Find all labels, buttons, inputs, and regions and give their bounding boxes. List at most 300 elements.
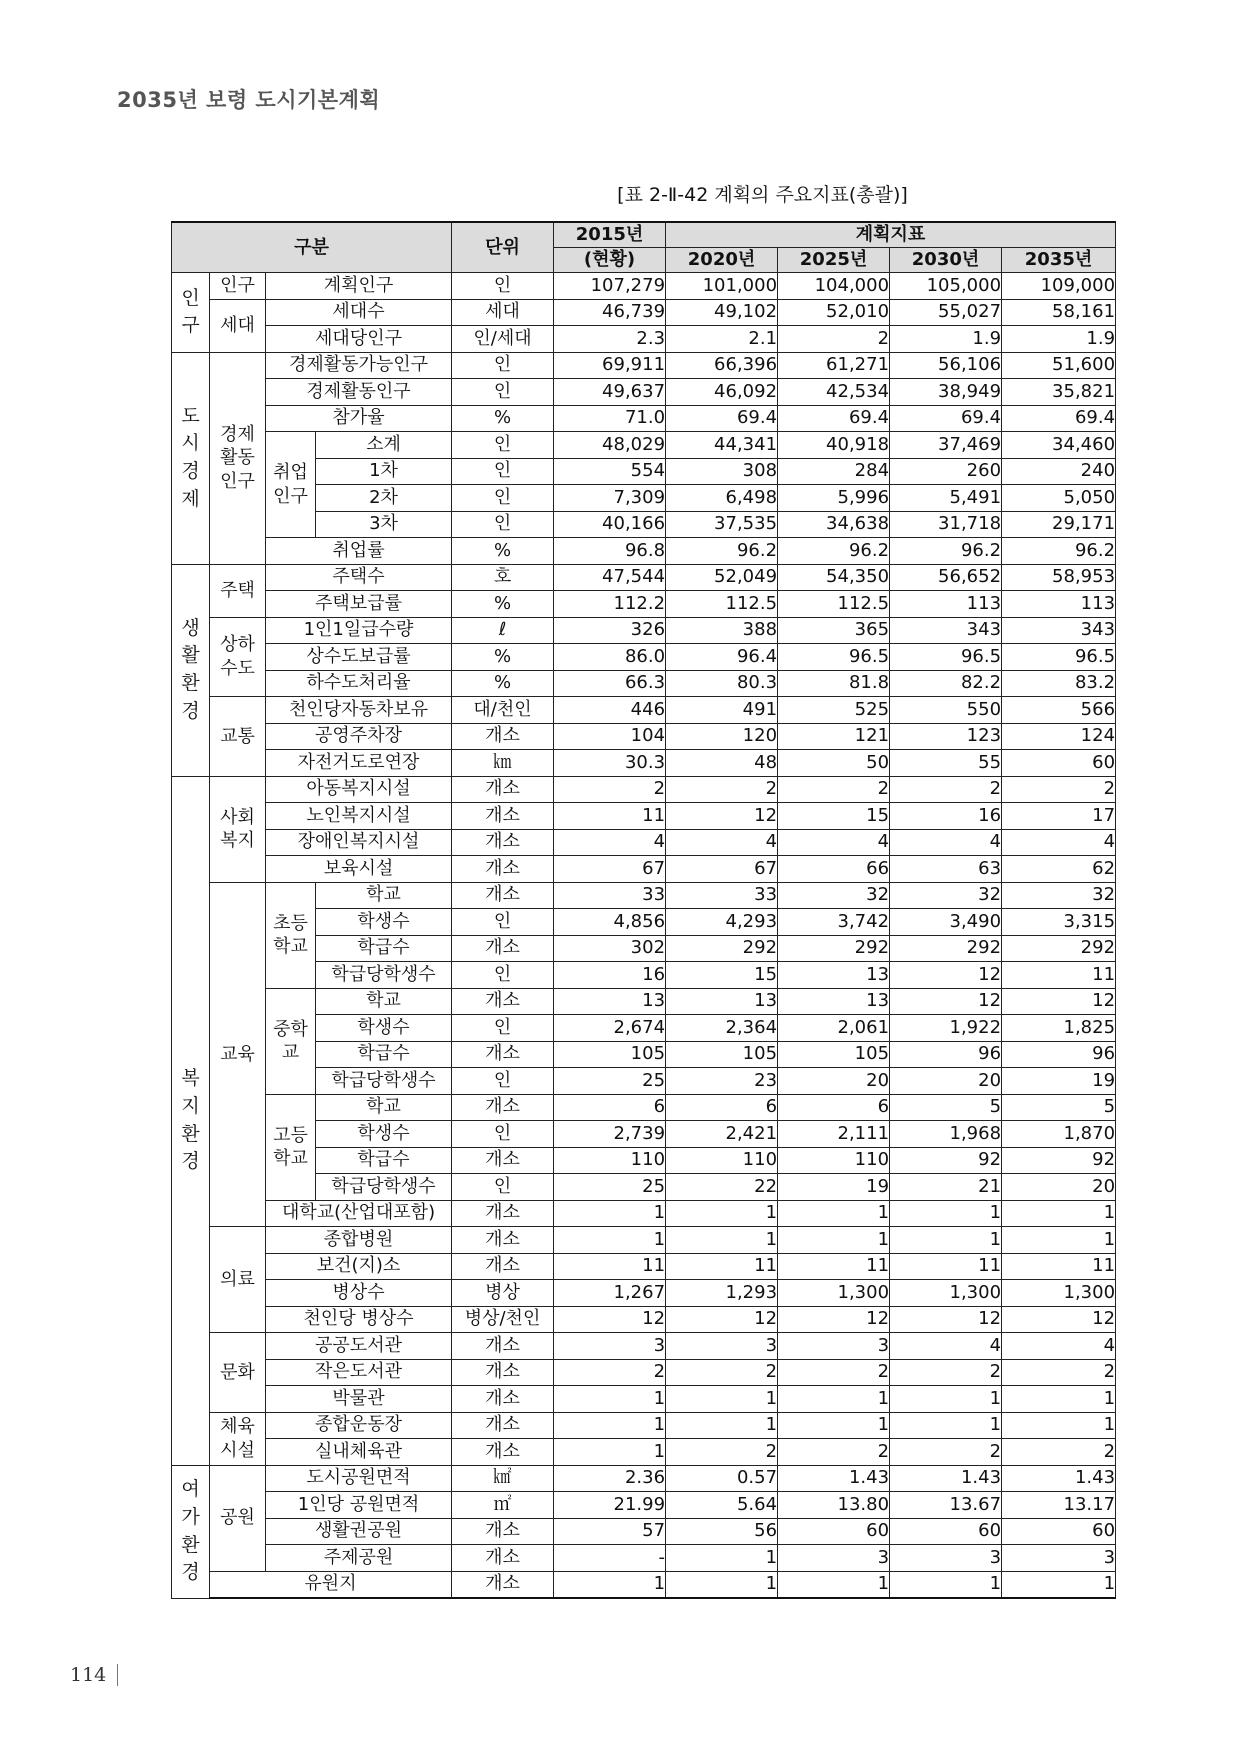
value-2025: 1,300	[778, 1280, 890, 1307]
value-2015: 104	[554, 723, 666, 750]
value-2025: 1	[778, 1200, 890, 1227]
value-2015: 2.36	[554, 1465, 666, 1492]
row-unit: 개소	[452, 1253, 554, 1280]
value-2015: 554	[554, 458, 666, 485]
value-2030: 56,652	[890, 564, 1002, 591]
group-high: 고등 학교	[266, 1094, 316, 1200]
value-2025: 12	[778, 1306, 890, 1333]
table-row	[172, 1386, 1116, 1413]
table-row	[172, 591, 1116, 618]
row-unit: 개소	[452, 723, 554, 750]
value-2035: 292	[1002, 935, 1116, 962]
value-2025: 13.80	[778, 1492, 890, 1519]
value-2030: 13.67	[890, 1492, 1002, 1519]
row-label: 참가율	[266, 405, 452, 432]
row-unit: %	[452, 644, 554, 671]
value-2025: 81.8	[778, 670, 890, 697]
value-2035: 1,300	[1002, 1280, 1116, 1307]
value-2035: 60	[1002, 750, 1116, 777]
table-row	[172, 405, 1116, 432]
row-unit: 개소	[452, 1518, 554, 1545]
group-education: 교육	[210, 882, 266, 1227]
value-2030: 1	[890, 1412, 1002, 1439]
value-2025: 96.2	[778, 538, 890, 565]
value-2030: 3,490	[890, 909, 1002, 936]
row-label: 생활권공원	[266, 1518, 452, 1545]
value-2025: 525	[778, 697, 890, 724]
category-population: 인 구	[172, 273, 210, 353]
row-unit: 개소	[452, 1227, 554, 1254]
value-2035: 83.2	[1002, 670, 1116, 697]
value-2035: 3,315	[1002, 909, 1116, 936]
value-2015: 25	[554, 1174, 666, 1201]
row-label: 1인1일급수량	[266, 617, 452, 644]
value-2020: 49,102	[666, 299, 778, 326]
row-label: 노인복지시설	[266, 803, 452, 830]
value-2030: 96.5	[890, 644, 1002, 671]
value-2015: 326	[554, 617, 666, 644]
value-2020: 6	[666, 1094, 778, 1121]
row-label: 자전거도로연장	[266, 750, 452, 777]
value-2030: 1	[890, 1571, 1002, 1598]
row-label: 학급수	[316, 1041, 452, 1068]
page-number-divider	[117, 1664, 118, 1686]
row-unit: %	[452, 591, 554, 618]
row-label: 천인당 병상수	[266, 1306, 452, 1333]
value-2035: 60	[1002, 1518, 1116, 1545]
row-unit: 개소	[452, 776, 554, 803]
value-2035: 1,870	[1002, 1121, 1116, 1148]
row-unit: 세대	[452, 299, 554, 326]
row-unit: 개소	[452, 1571, 554, 1598]
table-row	[172, 1412, 1116, 1439]
value-2025: 5,996	[778, 485, 890, 512]
value-2030: 1,300	[890, 1280, 1002, 1307]
row-label: 학급당학생수	[316, 1068, 452, 1095]
value-2015: 47,544	[554, 564, 666, 591]
value-2025: 3	[778, 1545, 890, 1572]
value-2015: -	[554, 1545, 666, 1572]
table-row	[172, 379, 1116, 406]
value-2030: 4	[890, 1333, 1002, 1360]
group-employed: 취업 인구	[266, 432, 316, 538]
value-2020: 48	[666, 750, 778, 777]
header-plan: 계획지표	[666, 222, 1116, 248]
value-2025: 60	[778, 1518, 890, 1545]
table-row	[172, 1439, 1116, 1466]
value-2020: 2	[666, 1359, 778, 1386]
value-2015: 46,739	[554, 299, 666, 326]
value-2030: 550	[890, 697, 1002, 724]
value-2025: 112.5	[778, 591, 890, 618]
header-base-status: (현황)	[554, 248, 666, 273]
header-base-year: 2015년	[554, 222, 666, 248]
value-2020: 2	[666, 776, 778, 803]
value-2025: 2	[778, 1439, 890, 1466]
value-2035: 11	[1002, 962, 1116, 989]
value-2015: 1	[554, 1200, 666, 1227]
value-2020: 1	[666, 1545, 778, 1572]
table-caption: [표 2-Ⅱ-42 계획의 주요지표(총괄)]	[617, 184, 908, 206]
value-2030: 1.43	[890, 1465, 1002, 1492]
row-label: 공영주차장	[266, 723, 452, 750]
value-2030: 1	[890, 1200, 1002, 1227]
group-population: 인구	[210, 273, 266, 300]
value-2035: 1	[1002, 1412, 1116, 1439]
row-label: 작은도서관	[266, 1359, 452, 1386]
value-2020: 22	[666, 1174, 778, 1201]
value-2015: 48,029	[554, 432, 666, 459]
row-label: 박물관	[266, 1386, 452, 1413]
value-2035: 1	[1002, 1200, 1116, 1227]
row-unit: 인	[452, 1174, 554, 1201]
row-unit: 개소	[452, 988, 554, 1015]
value-2035: 35,821	[1002, 379, 1116, 406]
value-2020: 6,498	[666, 485, 778, 512]
value-2030: 21	[890, 1174, 1002, 1201]
value-2035: 1.9	[1002, 326, 1116, 353]
value-2020: 308	[666, 458, 778, 485]
value-2030: 1,968	[890, 1121, 1002, 1148]
row-label: 학교	[316, 882, 452, 909]
table-row	[172, 988, 1116, 1015]
value-2030: 20	[890, 1068, 1002, 1095]
value-2020: 96.4	[666, 644, 778, 671]
value-2030: 96	[890, 1041, 1002, 1068]
row-unit: 개소	[452, 829, 554, 856]
value-2035: 240	[1002, 458, 1116, 485]
value-2035: 58,953	[1002, 564, 1116, 591]
row-label: 학급수	[316, 1147, 452, 1174]
row-label: 유원지	[210, 1571, 452, 1598]
value-2025: 365	[778, 617, 890, 644]
table-row	[172, 352, 1116, 379]
value-2035: 29,171	[1002, 511, 1116, 538]
value-2020: 12	[666, 803, 778, 830]
value-2035: 19	[1002, 1068, 1116, 1095]
row-label: 2차	[316, 485, 452, 512]
value-2035: 2	[1002, 1439, 1116, 1466]
table-row	[172, 1227, 1116, 1254]
value-2035: 96.5	[1002, 644, 1116, 671]
value-2035: 1	[1002, 1386, 1116, 1413]
row-unit: %	[452, 538, 554, 565]
value-2015: 71.0	[554, 405, 666, 432]
category-economy: 도 시 경 제	[172, 352, 210, 564]
value-2030: 1	[890, 1227, 1002, 1254]
table-row	[172, 856, 1116, 883]
value-2030: 56,106	[890, 352, 1002, 379]
value-2025: 3	[778, 1333, 890, 1360]
value-2035: 4	[1002, 829, 1116, 856]
row-unit: 개소	[452, 1147, 554, 1174]
value-2020: 1	[666, 1386, 778, 1413]
value-2015: 1	[554, 1386, 666, 1413]
row-unit: 개소	[452, 935, 554, 962]
row-unit: ㎢	[452, 1465, 554, 1492]
value-2035: 11	[1002, 1253, 1116, 1280]
table-row	[172, 273, 1116, 300]
row-label: 하수도처리율	[266, 670, 452, 697]
row-unit: 인	[452, 458, 554, 485]
value-2025: 6	[778, 1094, 890, 1121]
value-2020: 105	[666, 1041, 778, 1068]
row-unit: 인	[452, 273, 554, 300]
value-2030: 69.4	[890, 405, 1002, 432]
value-2020: 1	[666, 1227, 778, 1254]
row-unit: 병상	[452, 1280, 554, 1307]
row-label: 실내체육관	[266, 1439, 452, 1466]
value-2030: 63	[890, 856, 1002, 883]
group-traffic: 교통	[210, 697, 266, 777]
value-2015: 66.3	[554, 670, 666, 697]
value-2015: 12	[554, 1306, 666, 1333]
value-2030: 31,718	[890, 511, 1002, 538]
value-2015: 33	[554, 882, 666, 909]
row-unit: 인	[452, 511, 554, 538]
value-2025: 96.5	[778, 644, 890, 671]
document-header: 2035년 보령 도시기본계획	[117, 88, 381, 112]
value-2025: 1	[778, 1227, 890, 1254]
value-2020: 80.3	[666, 670, 778, 697]
row-label: 주택수	[266, 564, 452, 591]
table-row	[172, 617, 1116, 644]
indicator-table	[171, 221, 1116, 1599]
row-label: 경제활동가능인구	[266, 352, 452, 379]
row-unit: 개소	[452, 856, 554, 883]
row-unit: 개소	[452, 1359, 554, 1386]
group-social-welfare: 사회 복지	[210, 776, 266, 882]
header-2020: 2020년	[666, 248, 778, 273]
value-2035: 5,050	[1002, 485, 1116, 512]
value-2025: 110	[778, 1147, 890, 1174]
value-2025: 2,061	[778, 1015, 890, 1042]
row-unit: ㎞	[452, 750, 554, 777]
value-2025: 104,000	[778, 273, 890, 300]
group-housing: 주택	[210, 564, 266, 617]
value-2035: 1	[1002, 1571, 1116, 1598]
value-2025: 69.4	[778, 405, 890, 432]
value-2030: 2	[890, 1439, 1002, 1466]
row-label: 학생수	[316, 1121, 452, 1148]
value-2030: 5,491	[890, 485, 1002, 512]
value-2025: 61,271	[778, 352, 890, 379]
value-2015: 49,637	[554, 379, 666, 406]
row-unit: 인/세대	[452, 326, 554, 353]
value-2035: 51,600	[1002, 352, 1116, 379]
category-leisure: 여 가 환 경	[172, 1465, 210, 1598]
value-2025: 15	[778, 803, 890, 830]
group-sports: 체육 시설	[210, 1412, 266, 1465]
value-2025: 2,111	[778, 1121, 890, 1148]
header-2035: 2035년	[1002, 248, 1116, 273]
category-welfare: 복 지 환 경	[172, 776, 210, 1465]
row-unit: 인	[452, 909, 554, 936]
value-2030: 11	[890, 1253, 1002, 1280]
value-2035: 13.17	[1002, 1492, 1116, 1519]
row-label: 공공도서관	[266, 1333, 452, 1360]
value-2035: 12	[1002, 1306, 1116, 1333]
table-row	[172, 1492, 1116, 1519]
row-unit: 인	[452, 962, 554, 989]
table-row	[172, 1359, 1116, 1386]
value-2020: 5.64	[666, 1492, 778, 1519]
row-label: 학급수	[316, 935, 452, 962]
value-2015: 11	[554, 1253, 666, 1280]
value-2015: 25	[554, 1068, 666, 1095]
row-unit: 호	[452, 564, 554, 591]
value-2020: 33	[666, 882, 778, 909]
value-2030: 292	[890, 935, 1002, 962]
value-2025: 19	[778, 1174, 890, 1201]
value-2020: 4,293	[666, 909, 778, 936]
value-2030: 12	[890, 1306, 1002, 1333]
row-unit: 개소	[452, 1439, 554, 1466]
value-2015: 105	[554, 1041, 666, 1068]
value-2015: 1	[554, 1227, 666, 1254]
row-label: 학급당학생수	[316, 962, 452, 989]
value-2025: 11	[778, 1253, 890, 1280]
value-2025: 54,350	[778, 564, 890, 591]
header-unit: 단위	[452, 222, 554, 273]
row-label: 천인당자동차보유	[266, 697, 452, 724]
value-2015: 86.0	[554, 644, 666, 671]
value-2020: 11	[666, 1253, 778, 1280]
value-2015: 1	[554, 1412, 666, 1439]
row-label: 계획인구	[266, 273, 452, 300]
value-2015: 4,856	[554, 909, 666, 936]
value-2025: 105	[778, 1041, 890, 1068]
value-2020: 3	[666, 1333, 778, 1360]
value-2025: 1	[778, 1412, 890, 1439]
row-unit: 인	[452, 1015, 554, 1042]
value-2030: 12	[890, 988, 1002, 1015]
row-label: 대학교(산업대포함)	[266, 1200, 452, 1227]
value-2020: 2	[666, 1439, 778, 1466]
value-2015: 57	[554, 1518, 666, 1545]
table-row	[172, 1306, 1116, 1333]
value-2035: 3	[1002, 1545, 1116, 1572]
value-2015: 112.2	[554, 591, 666, 618]
value-2025: 20	[778, 1068, 890, 1095]
row-unit: 인	[452, 485, 554, 512]
group-middle: 중학 교	[266, 988, 316, 1094]
value-2030: 32	[890, 882, 1002, 909]
value-2035: 92	[1002, 1147, 1116, 1174]
value-2020: 56	[666, 1518, 778, 1545]
row-unit: 인	[452, 1068, 554, 1095]
table-row	[172, 697, 1116, 724]
value-2020: 2,421	[666, 1121, 778, 1148]
row-unit: 인	[452, 432, 554, 459]
row-label: 학교	[316, 1094, 452, 1121]
value-2030: 55	[890, 750, 1002, 777]
value-2035: 69.4	[1002, 405, 1116, 432]
value-2030: 4	[890, 829, 1002, 856]
value-2035: 124	[1002, 723, 1116, 750]
table-row	[172, 1280, 1116, 1307]
value-2030: 55,027	[890, 299, 1002, 326]
value-2015: 1,267	[554, 1280, 666, 1307]
value-2020: 1,293	[666, 1280, 778, 1307]
value-2025: 66	[778, 856, 890, 883]
row-label: 학생수	[316, 1015, 452, 1042]
value-2020: 23	[666, 1068, 778, 1095]
value-2030: 38,949	[890, 379, 1002, 406]
row-label: 1차	[316, 458, 452, 485]
value-2015: 67	[554, 856, 666, 883]
value-2035: 566	[1002, 697, 1116, 724]
value-2035: 113	[1002, 591, 1116, 618]
value-2030: 343	[890, 617, 1002, 644]
value-2015: 2,674	[554, 1015, 666, 1042]
header-2030: 2030년	[890, 248, 1002, 273]
table-row	[172, 1571, 1116, 1598]
value-2025: 1	[778, 1386, 890, 1413]
row-unit: 인	[452, 1121, 554, 1148]
value-2035: 5	[1002, 1094, 1116, 1121]
value-2020: 491	[666, 697, 778, 724]
value-2015: 96.8	[554, 538, 666, 565]
value-2025: 13	[778, 988, 890, 1015]
row-label: 소계	[316, 432, 452, 459]
table-row	[172, 432, 1116, 459]
value-2015: 7,309	[554, 485, 666, 512]
row-label: 학급당학생수	[316, 1174, 452, 1201]
value-2035: 96.2	[1002, 538, 1116, 565]
value-2035: 96	[1002, 1041, 1116, 1068]
value-2020: 44,341	[666, 432, 778, 459]
value-2035: 2	[1002, 776, 1116, 803]
value-2025: 34,638	[778, 511, 890, 538]
value-2020: 66,396	[666, 352, 778, 379]
row-unit: 인	[452, 379, 554, 406]
value-2020: 112.5	[666, 591, 778, 618]
value-2025: 52,010	[778, 299, 890, 326]
value-2020: 101,000	[666, 273, 778, 300]
value-2030: 105,000	[890, 273, 1002, 300]
table-row	[172, 1200, 1116, 1227]
value-2025: 13	[778, 962, 890, 989]
table-row	[172, 750, 1116, 777]
group-park: 공원	[210, 1465, 266, 1571]
value-2030: 1,922	[890, 1015, 1002, 1042]
row-label: 경제활동인구	[266, 379, 452, 406]
group-elementary: 초등 학교	[266, 882, 316, 988]
row-unit: 개소	[452, 1545, 554, 1572]
row-label: 학생수	[316, 909, 452, 936]
value-2025: 2	[778, 326, 890, 353]
value-2020: 37,535	[666, 511, 778, 538]
row-unit: 개소	[452, 1200, 554, 1227]
value-2030: 60	[890, 1518, 1002, 1545]
value-2030: 2	[890, 1359, 1002, 1386]
value-2020: 46,092	[666, 379, 778, 406]
value-2030: 1.9	[890, 326, 1002, 353]
table-row	[172, 829, 1116, 856]
value-2035: 1,825	[1002, 1015, 1116, 1042]
value-2015: 69,911	[554, 352, 666, 379]
value-2015: 6	[554, 1094, 666, 1121]
row-label: 주택보급률	[266, 591, 452, 618]
table-row	[172, 644, 1116, 671]
row-label: 세대당인구	[266, 326, 452, 353]
table-row	[172, 564, 1116, 591]
row-unit: 병상/천인	[452, 1306, 554, 1333]
value-2015: 2	[554, 1359, 666, 1386]
value-2015: 40,166	[554, 511, 666, 538]
value-2030: 123	[890, 723, 1002, 750]
